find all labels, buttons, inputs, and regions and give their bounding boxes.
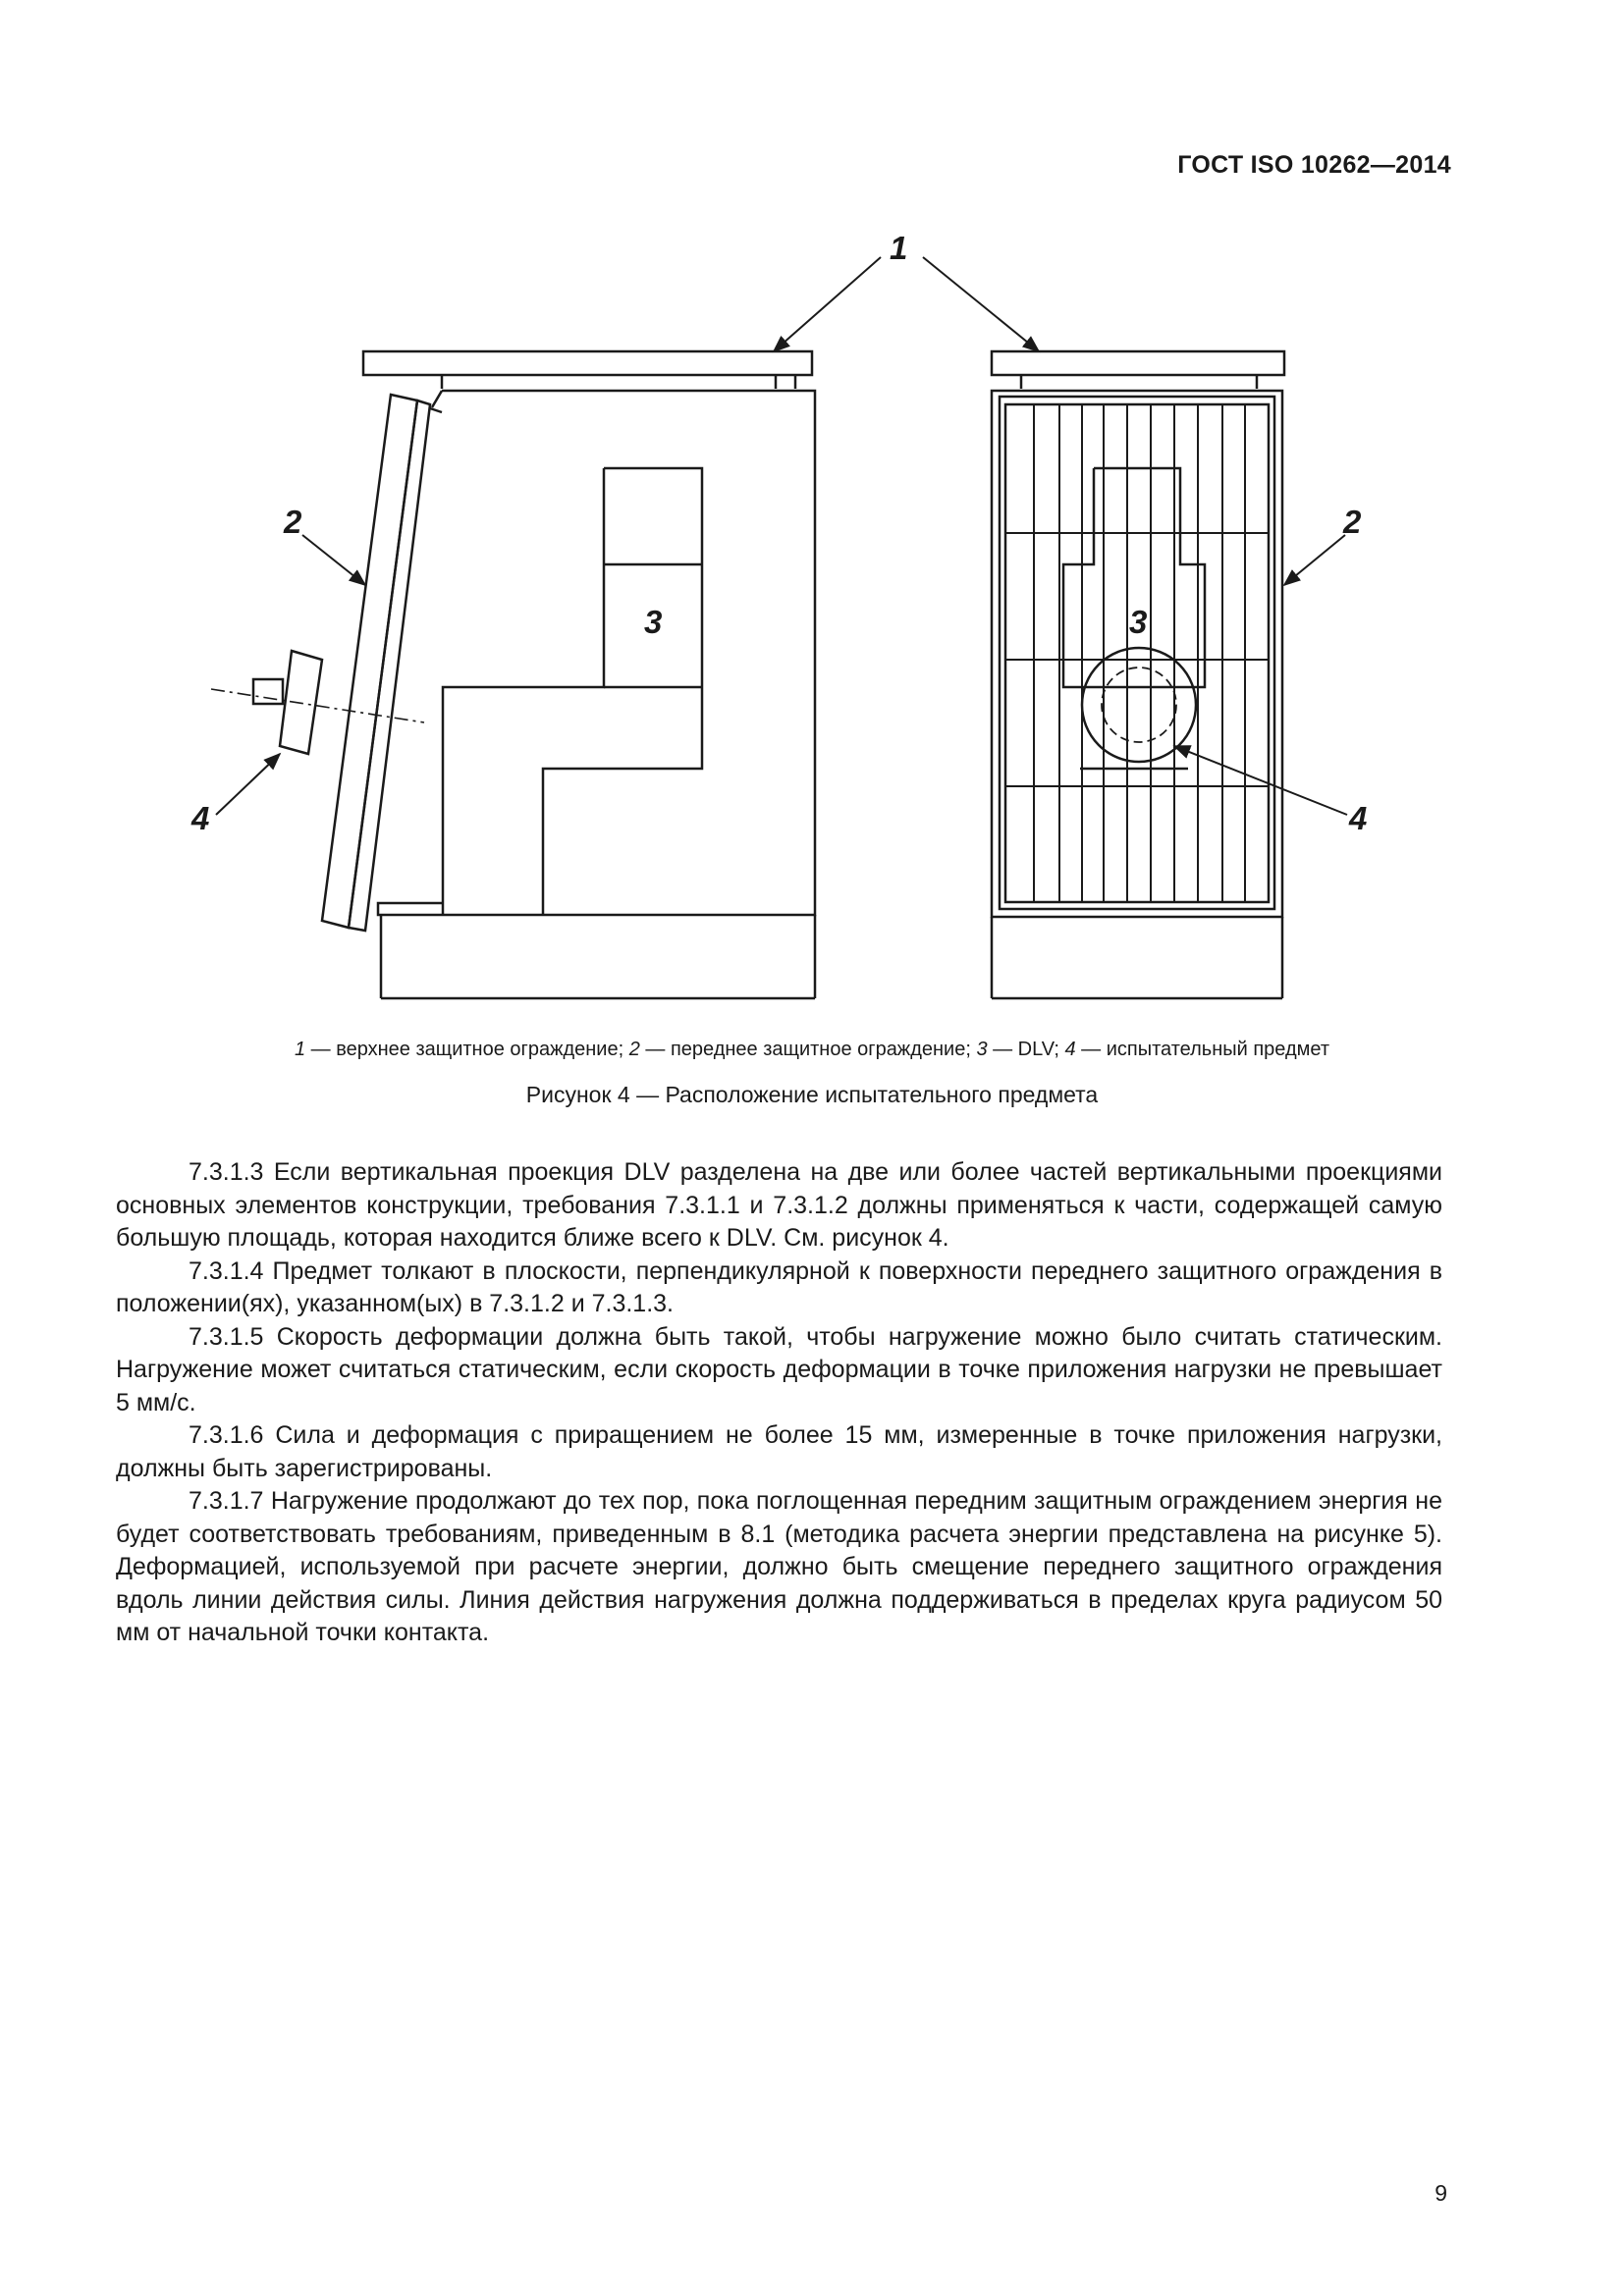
callout-4-left: 4: [191, 800, 210, 836]
legend-text-4: — испытательный предмет: [1075, 1039, 1330, 1060]
paragraph-7-3-1-3: 7.3.1.3 Если вертикальная проекция DLV разделена на две или более частей вертикальными проекциями основных элементов конструкции, требования 7.3.1.1 и 7.3.1.2 должны применяться к части, содержащей самую большую площадь, которая находится ближе всего к DLV. См. рисунок 4.: [116, 1158, 1442, 1252]
callout-4-right: 4: [1349, 800, 1368, 836]
legend-text-3: — DLV;: [987, 1039, 1065, 1060]
document-header: ГОСТ ISO 10262—2014: [1177, 151, 1451, 179]
front-guard-right: [992, 391, 1282, 917]
dlv-right: [1063, 468, 1205, 687]
callout-1: 1: [890, 230, 908, 266]
callout-2-left: 2: [284, 504, 302, 540]
test-object-right: [1082, 648, 1196, 762]
figure-4-drawing: [0, 0, 1624, 1041]
figure-legend: [0, 1039, 1624, 1061]
legend-num-2: 2: [628, 1039, 640, 1060]
legend-text-2: — переднее защитное ограждение;: [639, 1039, 977, 1060]
legend-num-3: 3: [976, 1039, 988, 1060]
top-guard-right: [992, 351, 1284, 375]
top-guard-left: [363, 351, 812, 375]
callout-2-right: 2: [1343, 504, 1362, 540]
page-number: 9: [1435, 2180, 1447, 2206]
legend-text-1: — верхнее защитное ограждение;: [305, 1039, 629, 1060]
dlv-left: [543, 468, 702, 915]
legend-num-1: 1: [294, 1039, 306, 1060]
paragraph-7-3-1-7: 7.3.1.7 Нагружение продолжают до тех пор, пока поглощенная передним защитным ограждением энергия не будет соответствовать требованиям, приведенным в 8.1 (методика расчета энергии представлена на рисунке 5). Деформацией, используемой при расчете энергии, должно быть смещение переднего защитного ограждения вдоль линии действия силы. Линия действия нагружения должна поддерживаться в пределах круга радиусом 50 мм от начальной точки контакта.: [116, 1487, 1442, 1646]
side-view: [211, 351, 815, 998]
callout-3-left: 3: [644, 604, 663, 640]
front-guard-left: [322, 395, 417, 928]
paragraph-7-3-1-6: 7.3.1.6 Сила и деформация с приращением не более 15 мм, измеренные в точке приложения нагрузки, должны быть зарегистрированы.: [116, 1421, 1442, 1482]
paragraph-7-3-1-5: 7.3.1.5 Скорость деформации должна быть такой, чтобы нагружение можно было считать статическим. Нагружение может считаться статическим, если скорость деформации в точке приложения нагрузки не превышает 5 мм/с.: [116, 1322, 1442, 1416]
body-text: [116, 1156, 1442, 1650]
test-object-left: [280, 651, 322, 754]
legend-num-4: 4: [1064, 1039, 1076, 1060]
paragraph-7-3-1-4: 7.3.1.4 Предмет толкают в плоскости, перпендикулярной к поверхности переднего защитного ограждения в положении(ях), указанном(ых) в 7.3.1.2 и 7.3.1.3.: [116, 1256, 1442, 1317]
figure-caption: Рисунок 4 — Расположение испытательного предмета: [525, 1082, 1099, 1107]
callout-3-right: 3: [1129, 604, 1148, 640]
front-view: [992, 351, 1284, 998]
